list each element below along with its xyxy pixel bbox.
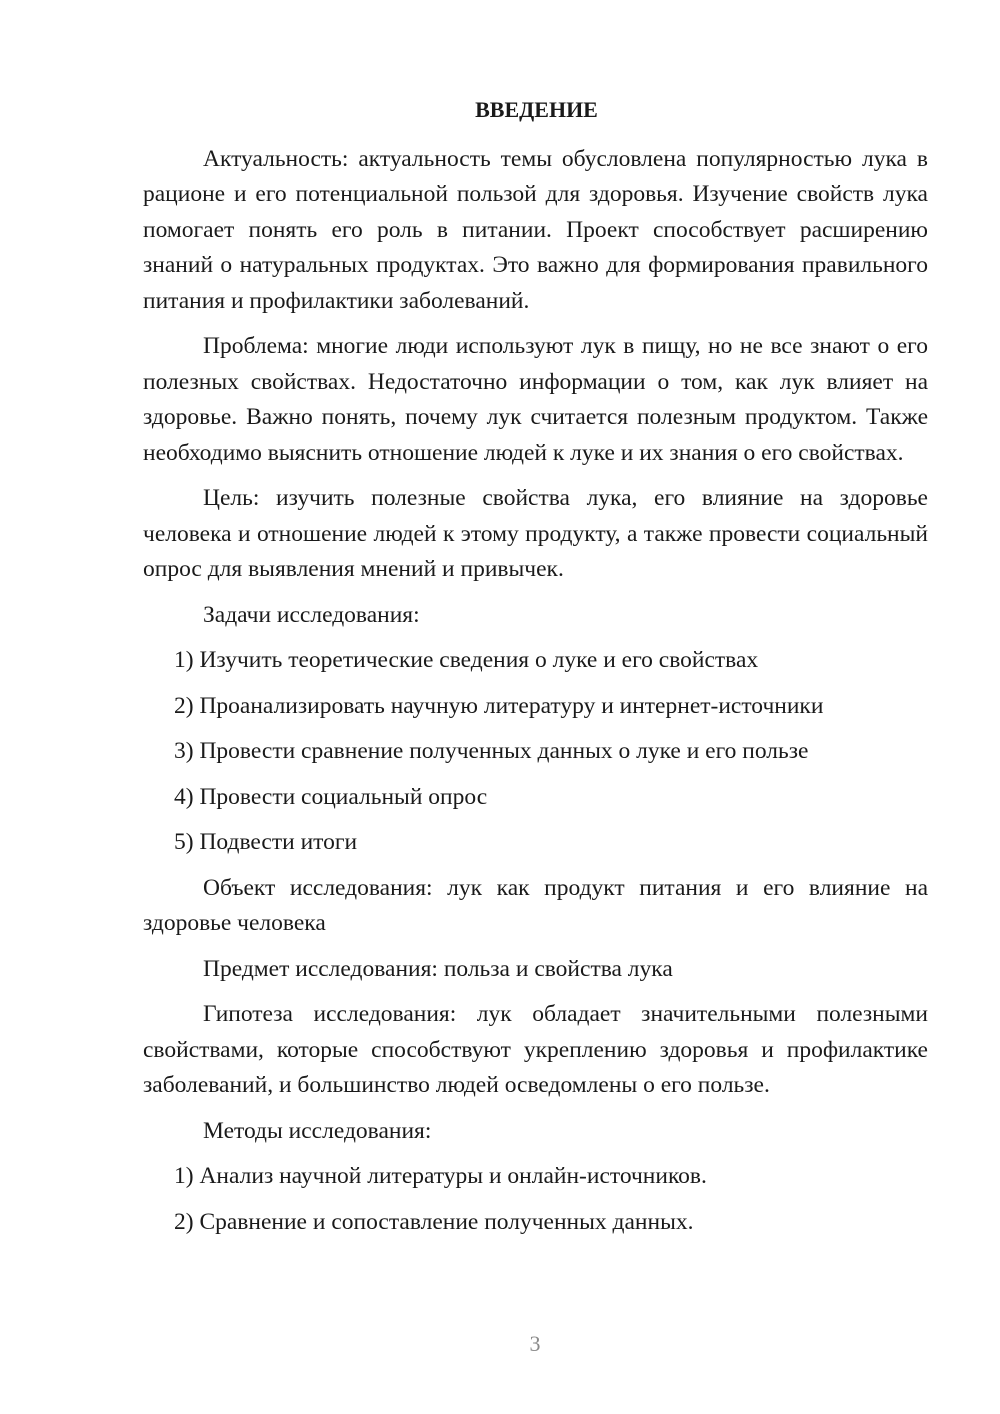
problem-paragraph: Проблема: многие люди используют лук в пищу, но не все знают о его полезных свойствах. Недостаточно информации о том, как лук влияет на здоровье. Важно понять, почему лук считается полезным продуктом. Также необходимо выяснить отношение людей к луке и их знания о его свойствах. — [143, 333, 928, 466]
object-paragraph: Объект исследования: лук как продукт питания и его влияние на здоровье человека — [143, 874, 928, 936]
subject-paragraph: Предмет исследования: польза и свойства лука — [203, 955, 673, 982]
relevance-paragraph: Актуальность: актуальность темы обусловлена популярностью лука в рационе и его потенциальной пользой для здоровья. Изучение свойств лука помогает понять его роль в питании. Проект способствует расширению знаний о натуральных продуктах. Это важно для формирования правильного питания и профилактики заболеваний. — [143, 145, 928, 314]
hypothesis-paragraph: Гипотеза исследования: лук обладает значительными полезными свойствами, которые способствуют укреплению здоровья и профилактике заболеваний, и большинство людей осведомлены о его пользе. — [143, 1001, 928, 1098]
task-item: 4) Провести социальный опрос — [174, 783, 488, 810]
method-item: 1) Анализ научной литературы и онлайн-источников. — [174, 1163, 707, 1189]
methods-list — [143, 1159, 928, 1240]
goal-paragraph: Цель: изучить полезные свойства лука, его влияние на здоровье человека и отношение людей к этому продукту, а также провести социальный опрос для выявления мнений и привычек. — [143, 485, 928, 582]
task-item: 5) Подвести итоги — [174, 829, 358, 855]
method-item: 2) Сравнение и сопоставление полученных данных. — [174, 1208, 694, 1235]
task-item: 2) Проанализировать научную литературу и интернет-источники — [174, 692, 824, 719]
task-item: 3) Провести сравнение полученных данных о луке и его пользе — [174, 738, 809, 764]
tasks-list — [143, 643, 928, 861]
tasks-heading: Задачи исследования: — [203, 601, 420, 628]
task-item: 1) Изучить теоретические сведения о луке и его свойствах — [174, 647, 759, 673]
page-number: 3 — [529, 1331, 541, 1356]
page-content — [143, 92, 928, 1250]
page-title: ВВЕДЕНИЕ — [475, 97, 598, 122]
methods-heading: Методы исследования: — [203, 1117, 432, 1144]
